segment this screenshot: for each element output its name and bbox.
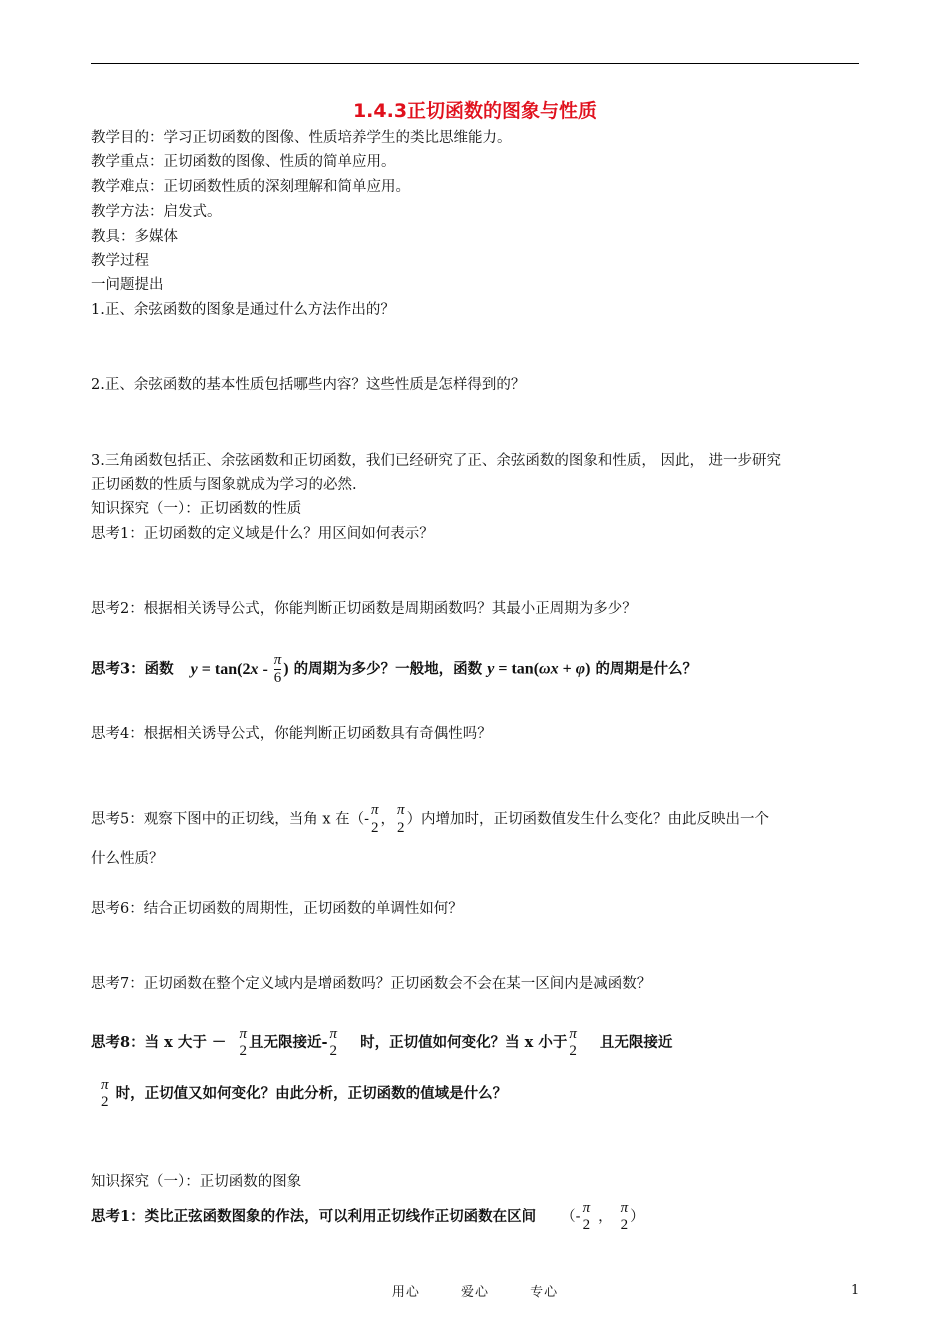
question-3-line2: 正切函数的性质与图象就成为学习的必然. — [91, 477, 357, 493]
think-3-mid: 的周期为多少？一般地，函数 — [293, 660, 483, 678]
fraction-denominator: 6 — [273, 670, 282, 686]
fraction-denominator: 2 — [582, 1217, 591, 1233]
fraction-denominator: 2 — [397, 820, 405, 836]
fraction-pi-over-2 — [239, 1026, 247, 1060]
page-title: 1.4.3正切函数的图象与性质 — [352, 100, 598, 122]
think-8-line2-text: 时，正切值又如何变化？由此分析，正切函数的值域是什么？ — [115, 1085, 508, 1102]
teaching-key-points: 教学重点：正切函数的图像、性质的简单应用。 — [91, 154, 396, 170]
interval-open: （- — [561, 1209, 581, 1225]
teaching-goal: 教学目的：学习正切函数的图像、性质培养学生的类比思维能力。 — [91, 130, 512, 146]
fraction-denominator: 2 — [329, 1043, 337, 1059]
fraction-numerator: π — [239, 1026, 247, 1042]
think-5-comma: ， — [380, 811, 396, 828]
fraction-numerator: π — [620, 1200, 629, 1216]
formula-close-paren: ) — [283, 660, 289, 678]
teaching-tools: 教具：多媒体 — [91, 229, 178, 245]
fraction-pi-over-2 — [397, 802, 405, 837]
think-5 — [91, 802, 769, 837]
fraction-pi-over-2 — [621, 1200, 629, 1234]
question-2: 2.正、余弦函数的基本性质包括哪些内容？这些性质是怎样得到的？ — [91, 377, 526, 393]
fraction-pi-over-2 — [101, 1077, 109, 1111]
explore-heading-properties: 知识探究（一）：正切函数的性质 — [91, 501, 302, 517]
think-8 — [91, 1026, 672, 1060]
think-3-prefix: 思考3：函数 — [91, 660, 174, 678]
formula-tan-general: y = tan(ωx + φ) — [487, 660, 591, 678]
teaching-difficulty: 教学难点：正切函数性质的深刻理解和简单应用。 — [91, 179, 410, 195]
footer-word-1: 用心 — [391, 1285, 420, 1300]
think-3 — [91, 652, 697, 687]
interval-close: ） — [630, 1209, 645, 1225]
think-3-suffix: 的周期是什么？ — [595, 660, 697, 678]
fraction-denominator: 2 — [620, 1217, 629, 1233]
think-5-line2: 什么性质？ — [91, 851, 164, 867]
think-4: 思考4：根据相关诱导公式，你能判断正切函数具有奇偶性吗？ — [91, 726, 492, 742]
fraction-pi-over-2 — [371, 802, 379, 837]
fraction-pi-over-6 — [274, 652, 282, 687]
fraction-numerator: π — [329, 1026, 338, 1042]
section-heading: 一问题提出 — [91, 277, 164, 293]
fraction-pi-over-2 — [583, 1200, 591, 1234]
page-footer — [0, 1281, 950, 1300]
think-5-suffix: ）内增加时，正切函数值发生什么变化？由此反映出一个 — [406, 811, 770, 828]
graph-think-1 — [91, 1200, 645, 1234]
think-7: 思考7：正切函数在整个定义域内是增函数吗？正切函数会不会在某一区间内是减函数？ — [91, 976, 652, 992]
think-8-c: 时，正切值如何变化？当 x 小于 — [360, 1034, 568, 1051]
fraction-denominator: 2 — [569, 1043, 577, 1059]
interval-comma: ， — [598, 1209, 613, 1225]
fraction-pi-over-2 — [569, 1026, 577, 1060]
fraction-numerator: π — [273, 652, 282, 668]
explore-heading-graph: 知识探究（一）：正切函数的图象 — [91, 1174, 302, 1190]
header-rule — [91, 63, 859, 64]
think-6: 思考6：结合正切函数的周期性，正切函数的单调性如何？ — [91, 901, 463, 917]
question-1: 1.正、余弦函数的图象是通过什么方法作出的？ — [91, 302, 395, 318]
graph-think-1-prefix: 思考1：类比正弦函数图象的作法，可以利用正切线作正切函数在区间 — [91, 1208, 537, 1225]
think-1: 思考1：正切函数的定义域是什么？用区间如何表示？ — [91, 526, 434, 542]
formula-tan-2x: y = tan(2x - — [190, 660, 272, 678]
think-8-d: 且无限接近 — [599, 1034, 673, 1051]
teaching-method: 教学方法：启发式。 — [91, 204, 222, 220]
page-number: 1 — [851, 1283, 860, 1298]
fraction-numerator: π — [397, 802, 405, 818]
question-3-line1: 3.三角函数包括正、余弦函数和正切函数，我们已经研究了正、余弦函数的图象和性质， 因此， 进一步研究 — [91, 453, 782, 469]
fraction-numerator: π — [101, 1077, 109, 1093]
fraction-numerator: π — [582, 1200, 591, 1216]
think-5-prefix: 思考5：观察下图中的正切线，当角 x 在（- — [91, 811, 370, 828]
think-8-b: 且无限接近- — [248, 1034, 328, 1051]
fraction-denominator: 2 — [371, 820, 379, 836]
teaching-process: 教学过程 — [91, 253, 149, 269]
fraction-pi-over-2 — [330, 1026, 338, 1060]
footer-word-2: 爱心 — [460, 1285, 489, 1300]
think-8-line2 — [99, 1077, 507, 1111]
think-8-a: 思考8：当 x 大于 － — [91, 1034, 227, 1051]
footer-word-3: 专心 — [530, 1285, 559, 1300]
think-2: 思考2：根据相关诱导公式，你能判断正切函数是周期函数吗？其最小正周期为多少？ — [91, 601, 637, 617]
fraction-denominator: 2 — [239, 1043, 247, 1059]
fraction-denominator: 2 — [101, 1094, 109, 1110]
fraction-numerator: π — [569, 1026, 577, 1042]
fraction-numerator: π — [371, 802, 379, 818]
